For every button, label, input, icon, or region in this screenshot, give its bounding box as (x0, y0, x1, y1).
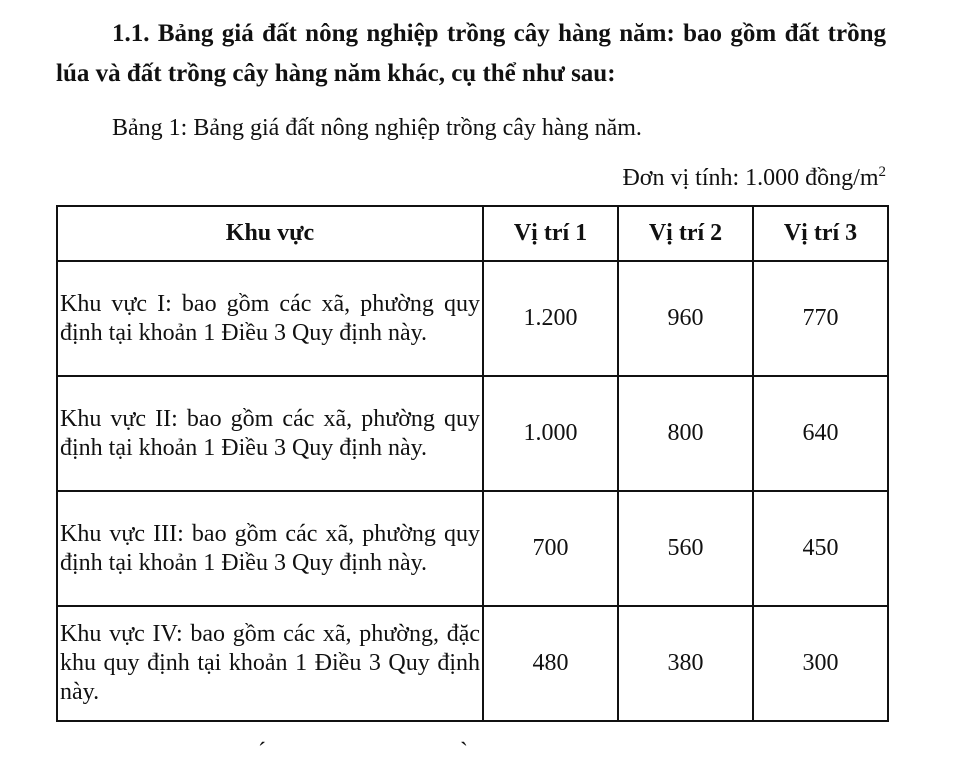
table-row (57, 376, 888, 491)
price-cell: 770 (753, 261, 888, 376)
price-cell: 640 (753, 376, 888, 491)
price-cell: 700 (483, 491, 618, 606)
header-area: Khu vực (57, 206, 483, 261)
header-position-2: Vị trí 2 (618, 206, 753, 261)
table-caption: Bảng 1: Bảng giá đất nông nghiệp trồng cây hàng năm. (112, 115, 642, 141)
unit-label (622, 162, 886, 194)
price-cell: 560 (618, 491, 753, 606)
unit-superscript: 2 (878, 164, 886, 180)
price-table (56, 205, 889, 722)
price-cell: 380 (618, 606, 753, 721)
accent-mark: ` (460, 739, 468, 765)
accent-mark: ´ (258, 739, 266, 765)
price-cell: 960 (618, 261, 753, 376)
area-cell: Khu vực IV: bao gồm các xã, phường, đặc khu quy định tại khoản 1 Điều 3 Quy định này. (57, 606, 483, 721)
price-cell: 1.200 (483, 261, 618, 376)
area-cell: Khu vực II: bao gồm các xã, phường quy định tại khoản 1 Điều 3 Quy định này. (57, 376, 483, 491)
table-row (57, 261, 888, 376)
area-cell: Khu vực III: bao gồm các xã, phường quy định tại khoản 1 Điều 3 Quy định này. (57, 491, 483, 606)
price-cell: 300 (753, 606, 888, 721)
price-cell: 450 (753, 491, 888, 606)
header-position-1: Vị trí 1 (483, 206, 618, 261)
unit-text: Đơn vị tính: 1.000 đồng/m (622, 165, 879, 191)
cropped-next-line (0, 734, 966, 765)
price-cell: 800 (618, 376, 753, 491)
header-position-3: Vị trí 3 (753, 206, 888, 261)
section-heading: 1.1. Bảng giá đất nông nghiệp trồng cây hàng năm: bao gồm đất trồng lúa và đất trồng cây hàng năm khác, cụ thể như sau: (56, 20, 886, 87)
table-header-row (57, 206, 888, 261)
table-row (57, 491, 888, 606)
area-cell: Khu vực I: bao gồm các xã, phường quy định tại khoản 1 Điều 3 Quy định này. (57, 261, 483, 376)
table-row (57, 606, 888, 721)
price-cell: 480 (483, 606, 618, 721)
price-cell: 1.000 (483, 376, 618, 491)
